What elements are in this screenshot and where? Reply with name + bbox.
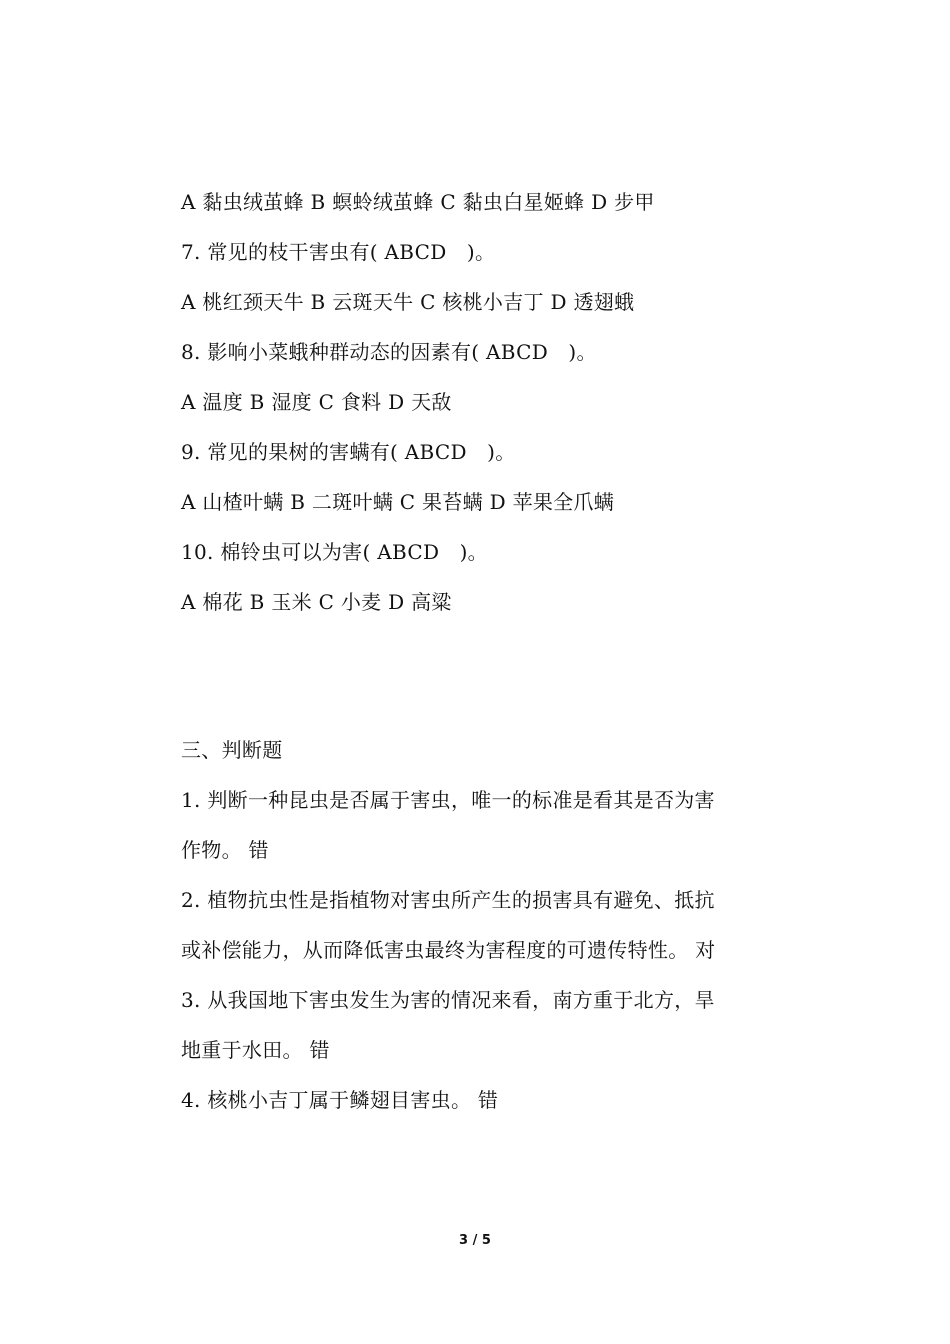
judgment-1-line-2: 作物。 错 — [181, 838, 269, 862]
option-line-q9: A 山楂叶螨 B 二斑叶螨 C 果苔螨 D 苹果全爪螨 — [181, 490, 615, 514]
question-7: 7. 常见的枝干害虫有( ABCD )。 — [181, 240, 496, 264]
option-line-q6: A 黏虫绒茧蜂 B 螟蛉绒茧蜂 C 黏虫白星姬蜂 D 步甲 — [181, 190, 655, 214]
judgment-1-line-1: 1. 判断一种昆虫是否属于害虫，唯一的标准是看其是否为害 — [181, 788, 715, 812]
page-number: 3 / 5 — [459, 1233, 491, 1248]
option-line-q8: A 温度 B 湿度 C 食料 D 天敌 — [181, 390, 452, 414]
judgment-4: 4. 核桃小吉丁属于鳞翅目害虫。 错 — [181, 1088, 499, 1112]
judgment-3-line-2: 地重于水田。 错 — [181, 1038, 330, 1062]
question-9: 9. 常见的果树的害螨有( ABCD )。 — [181, 440, 516, 464]
judgment-2-line-1: 2. 植物抗虫性是指植物对害虫所产生的损害具有避免、抵抗 — [181, 888, 715, 912]
section-heading: 三、判断题 — [181, 738, 283, 762]
judgment-3-line-1: 3. 从我国地下害虫发生为害的情况来看，南方重于北方，旱 — [181, 988, 715, 1012]
option-line-q7: A 桃红颈天牛 B 云斑天牛 C 核桃小吉丁 D 透翅蛾 — [181, 290, 635, 314]
question-8: 8. 影响小菜蛾种群动态的因素有( ABCD )。 — [181, 340, 597, 364]
judgment-2-line-2: 或补偿能力，从而降低害虫最终为害程度的可遗传特性。 对 — [181, 938, 716, 962]
question-10: 10. 棉铃虫可以为害( ABCD )。 — [181, 540, 488, 564]
option-line-q10: A 棉花 B 玉米 C 小麦 D 高粱 — [181, 590, 452, 614]
